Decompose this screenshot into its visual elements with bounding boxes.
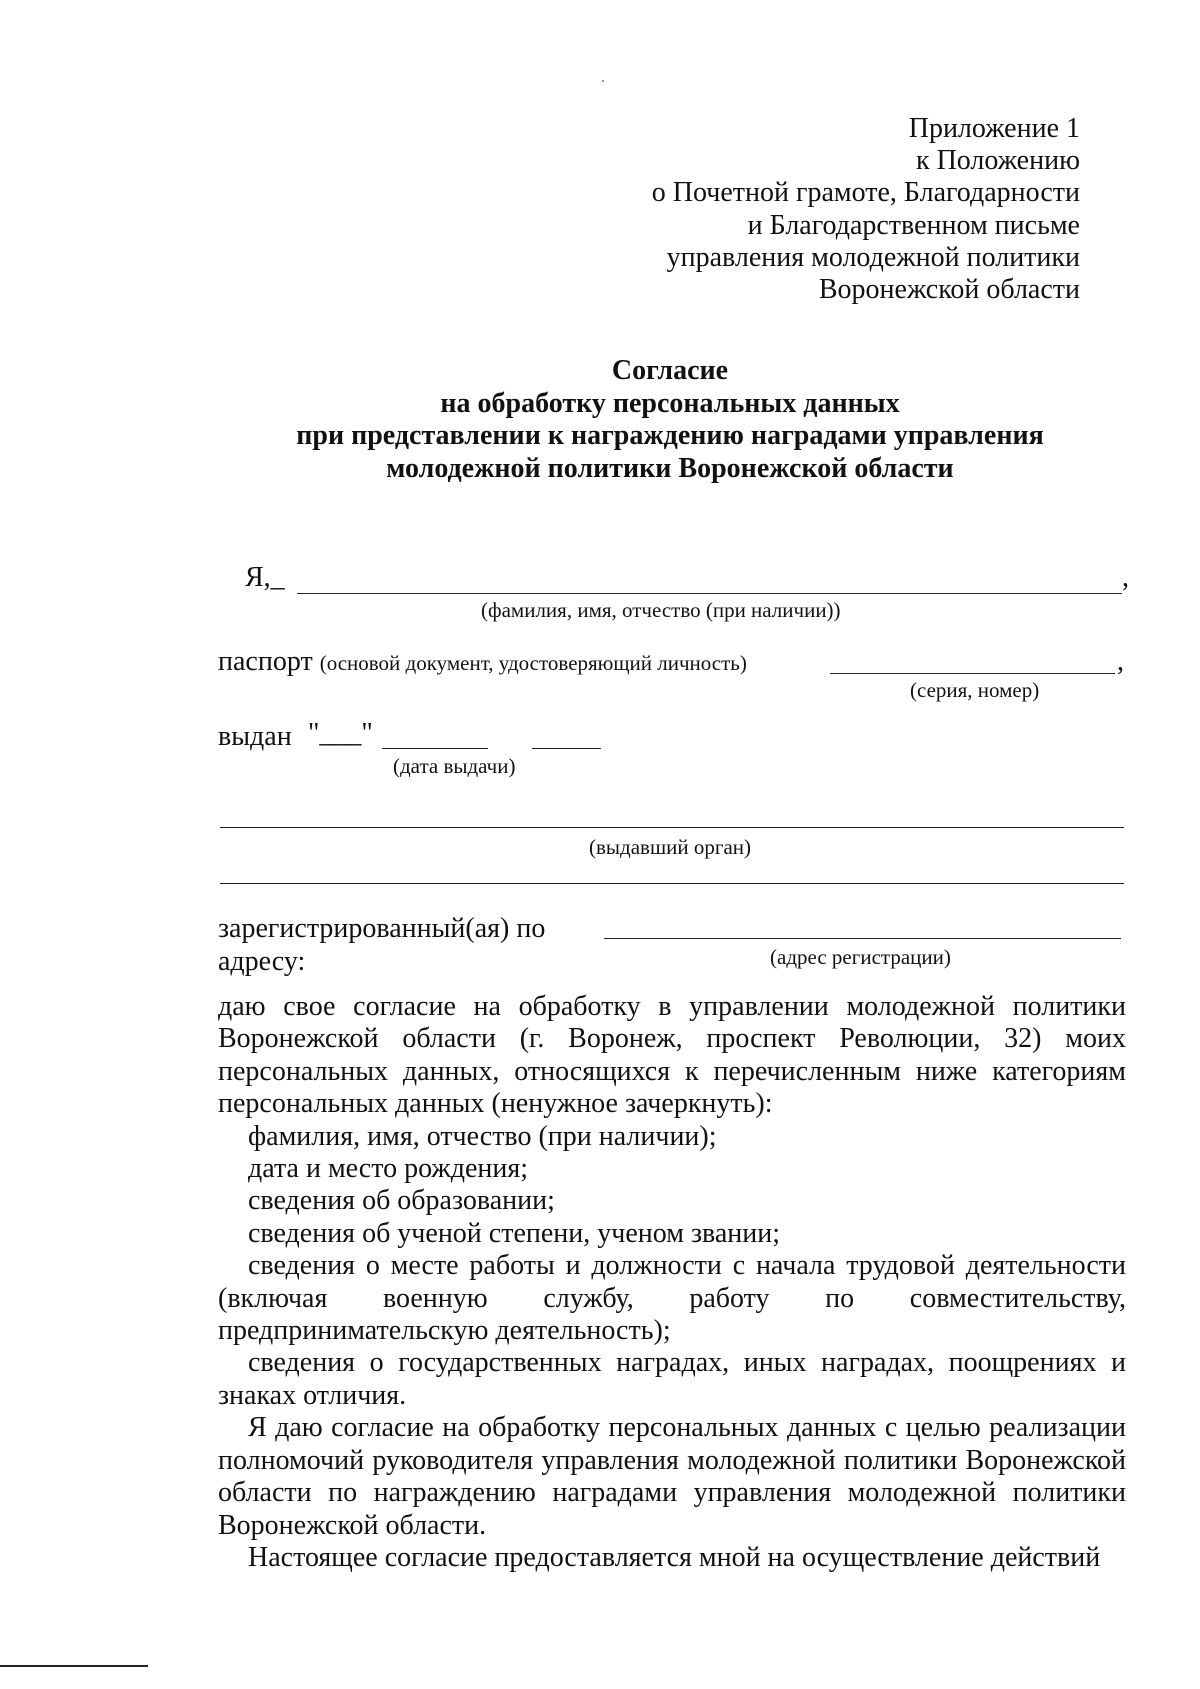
issue-date-caption: (дата выдачи) bbox=[393, 754, 516, 778]
registered-label-2: адресу: bbox=[218, 946, 306, 977]
passport-hint: (основой документ, удостоверяющий личность) bbox=[319, 651, 747, 675]
passport-series-line[interactable] bbox=[830, 673, 1115, 674]
address-caption: (адрес регистрации) bbox=[770, 945, 951, 969]
category-item: фамилия, имя, отчество (при наличии); bbox=[248, 1120, 717, 1152]
appendix-line: и Благодарственном письме bbox=[747, 209, 1080, 241]
consent-body bbox=[218, 991, 1126, 1574]
ya-label: Я,_ bbox=[245, 562, 285, 593]
issue-month-line[interactable] bbox=[382, 748, 488, 749]
issuer-caption: (выдавший орган) bbox=[589, 835, 752, 859]
title-line: при представлении к награждению наградами управления bbox=[296, 420, 1044, 451]
issue-year-line[interactable] bbox=[532, 748, 601, 749]
category-item: сведения об ученой степени, ученом звании; bbox=[248, 1217, 781, 1249]
appendix-line: Воронежской области bbox=[818, 274, 1080, 306]
document-title bbox=[220, 355, 1120, 485]
title-line: молодежной политики Воронежской области bbox=[386, 452, 954, 484]
issuer-line-2[interactable] bbox=[220, 883, 1124, 884]
fio-caption: (фамилия, имя, отчество (при наличии)) bbox=[481, 598, 841, 622]
passport-label bbox=[218, 646, 747, 678]
fio-comma: , bbox=[1122, 562, 1129, 593]
fio-field-line[interactable] bbox=[297, 593, 1122, 594]
scan-speck bbox=[602, 80, 604, 82]
appendix-line: о Почетной грамоте, Благодарности bbox=[651, 177, 1080, 209]
category-item: сведения о месте работы и должности с начала трудовой деятельности (включая военную службу, работу по совместительству, предпринимательскую деятельность); bbox=[218, 1250, 1126, 1347]
footnote-separator bbox=[0, 1665, 148, 1667]
appendix-line: управления молодежной политики bbox=[666, 241, 1080, 273]
issuer-line-1[interactable] bbox=[220, 827, 1124, 828]
category-item: сведения о государственных наградах, иных наградах, поощрениях и знаках отличия. bbox=[218, 1347, 1126, 1411]
title-line: Согласие bbox=[611, 355, 729, 386]
category-item: сведения об образовании; bbox=[248, 1185, 555, 1217]
issued-label: выдан bbox=[218, 721, 292, 752]
appendix-line: Приложение 1 bbox=[908, 113, 1080, 144]
consent-paragraph: даю свое согласие на обработку в управлении молодежной политики Воронежской области (г. Воронеж, проспект Революции, 32) моих персональных данных, относящихся к перечисленным ниже категориям персональных данных (ненужное зачеркнуть): bbox=[218, 991, 1126, 1120]
purpose-paragraph: Я даю согласие на обработку персональных данных с целью реализации полномочий руководителя управления молодежной политики Воронежской области по награждению наградами управления молодежной политики Воронежской области. bbox=[218, 1412, 1126, 1541]
appendix-line: к Положению bbox=[915, 145, 1080, 177]
scope-paragraph: Настоящее согласие предоставляется мной на осуществление действий bbox=[248, 1541, 1101, 1573]
registered-label-1: зарегистрированный(ая) по bbox=[218, 913, 546, 944]
passport-word: паспорт bbox=[218, 646, 313, 677]
category-item: дата и место рождения; bbox=[248, 1153, 529, 1185]
title-line: на обработку персональных данных bbox=[440, 387, 900, 419]
appendix-header bbox=[652, 113, 1080, 306]
series-caption: (серия, номер) bbox=[910, 678, 1040, 702]
passport-comma: , bbox=[1117, 646, 1124, 677]
issued-quotes: "___" bbox=[308, 718, 373, 749]
address-field-line[interactable] bbox=[604, 938, 1121, 939]
